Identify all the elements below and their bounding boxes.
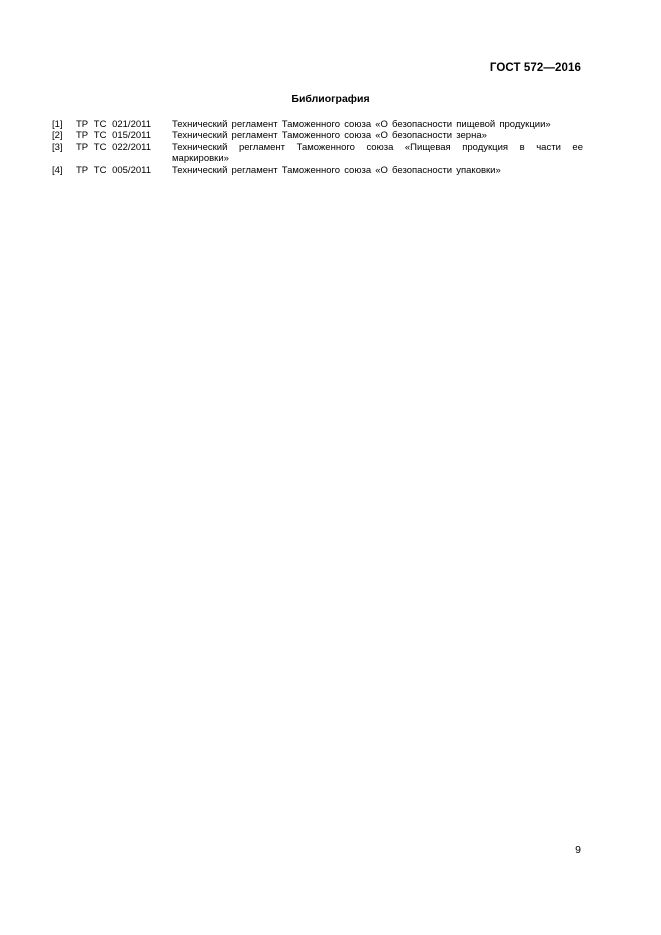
entry-number: [4]: [52, 164, 63, 176]
bibliography-entry: [52, 142, 583, 165]
bibliography-list: [52, 119, 583, 176]
bibliography-entry: [52, 119, 583, 130]
entry-number: [2]: [52, 130, 63, 142]
entry-title: Технический регламент Таможенного союза «О безопасности зерна»: [172, 130, 487, 142]
bibliography-heading: Библиография: [291, 93, 370, 105]
entry-title: Технический регламент Таможенного союза «О безопасности упаковки»: [172, 164, 501, 176]
entry-code: ТР ТС 005/2011: [76, 164, 152, 176]
bibliography-entry: [52, 165, 583, 176]
entry-code: ТР ТС 021/2011: [76, 119, 152, 130]
page-number: 9: [575, 844, 581, 856]
entry-title: Технический регламент Таможенного союза «Пищевая продукция в части ее маркировки»: [172, 141, 583, 165]
entry-code: ТР ТС 015/2011: [76, 130, 152, 142]
document-code: ГОСТ 572—2016: [489, 62, 581, 74]
entry-number: [1]: [52, 119, 63, 130]
entry-code: ТР ТС 022/2011: [76, 141, 152, 153]
bibliography-entry: [52, 130, 583, 141]
entry-number: [3]: [52, 141, 63, 153]
entry-title: Технический регламент Таможенного союза «О безопасности пищевой продукции»: [172, 119, 551, 130]
